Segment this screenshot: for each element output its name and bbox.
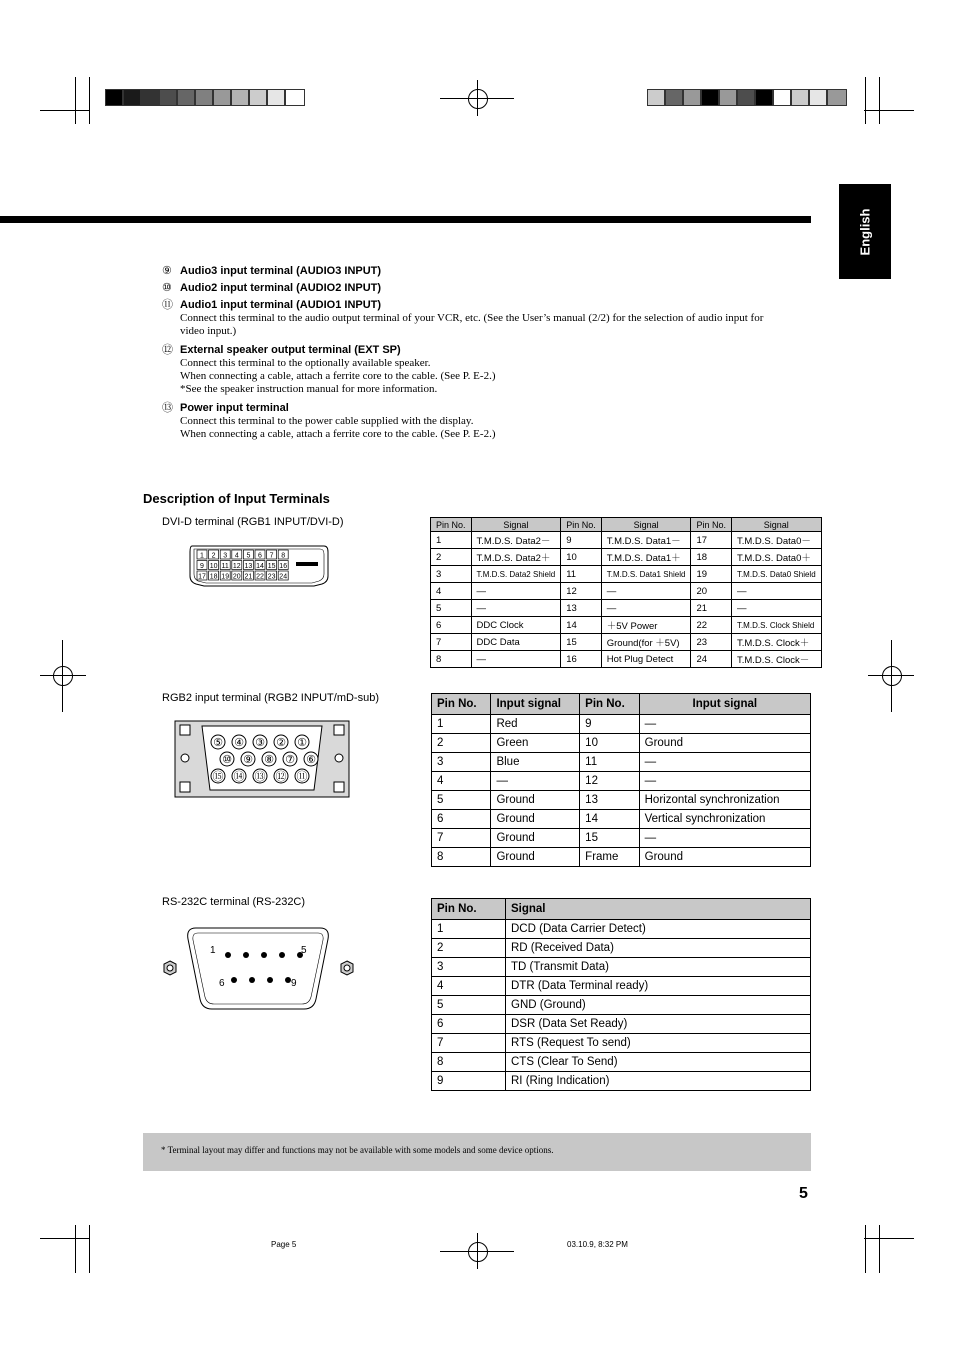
dvi-pin — [209, 550, 219, 559]
table-cell: 12 — [561, 583, 602, 600]
rgb2-pin — [262, 752, 276, 766]
table-cell: 3 — [432, 958, 506, 977]
table-cell: 7 — [432, 829, 491, 848]
table-row — [432, 1072, 811, 1091]
table-cell: — — [471, 651, 561, 668]
table-row — [432, 829, 811, 848]
table-cell: 4 — [432, 772, 491, 791]
rgb2-pin-label: ⑥ — [306, 753, 316, 766]
dvi-pin — [278, 571, 288, 580]
table-cell: Ground — [491, 791, 580, 810]
table-row — [431, 549, 822, 566]
rgb2-pin — [232, 735, 246, 749]
rgb2-connector-diagram — [172, 718, 352, 800]
table-cell: — — [639, 715, 810, 734]
dvi-pin-label: 16 — [279, 562, 288, 570]
header-cell: Signal — [471, 518, 561, 532]
table-cell: Ground — [491, 810, 580, 829]
table-cell: T.M.D.S. Data1＋ — [601, 549, 691, 566]
table-cell: 19 — [691, 566, 732, 583]
table-cell: T.M.D.S. Data0 Shield — [731, 566, 821, 583]
terminal-item — [162, 265, 812, 278]
table-cell: 9 — [432, 1072, 506, 1091]
rgb2-pin — [295, 735, 309, 749]
rgb2-pin — [253, 735, 267, 749]
table-cell: 4 — [431, 583, 472, 600]
table-cell: Ground — [491, 829, 580, 848]
rgb2-pin — [253, 769, 267, 783]
table-cell: 14 — [580, 810, 639, 829]
dvi-pin-label: 13 — [244, 562, 253, 570]
header-cell: Pin No. — [432, 694, 491, 715]
item-number: ⑪ — [162, 299, 173, 311]
item-heading: Audio3 input terminal (AUDIO3 INPUT) — [180, 265, 382, 277]
rgb2-pin — [211, 769, 225, 783]
table-cell: Ground — [639, 848, 810, 867]
rgb2-pin-label: ⑩ — [222, 753, 232, 766]
table-cell: Ground — [639, 734, 810, 753]
rs232-pin-label: 5 — [301, 945, 307, 956]
rs232-pin — [249, 977, 255, 983]
dvi-pin — [278, 550, 288, 559]
table-row — [432, 753, 811, 772]
dvi-pin-label: 20 — [232, 573, 241, 581]
dvi-pin — [255, 550, 265, 559]
table-cell: 9 — [580, 715, 639, 734]
header-cell: Input signal — [491, 694, 580, 715]
header-cell: Signal — [731, 518, 821, 532]
dvi-pin-label: 3 — [223, 552, 228, 560]
rgb2-pin — [241, 752, 255, 766]
section-title: Description of Input Terminals — [143, 491, 330, 506]
dvi-pin-label: 15 — [267, 562, 276, 570]
dvi-pin — [232, 571, 242, 580]
table-cell: — — [471, 600, 561, 617]
rgb2-pin-label: ⑤ — [213, 736, 223, 749]
rgb2-pin-label: ③ — [255, 736, 265, 749]
dvi-pin — [243, 561, 253, 570]
rs232-pin — [261, 952, 267, 958]
table-cell: CTS (Clear To Send) — [506, 1053, 811, 1072]
header-cell: Pin No. — [432, 899, 506, 920]
dvi-pin — [220, 561, 230, 570]
table-row — [432, 715, 811, 734]
table-cell: — — [601, 600, 691, 617]
table-cell: 11 — [561, 566, 602, 583]
rgb2-pin — [283, 752, 297, 766]
table-cell: 20 — [691, 583, 732, 600]
table-row — [432, 848, 811, 867]
dvi-pin-label: 1 — [200, 552, 204, 560]
table-cell: 16 — [561, 651, 602, 668]
dvi-pin — [232, 561, 242, 570]
page-number: 5 — [799, 1185, 808, 1202]
header-cell: Pin No. — [580, 694, 639, 715]
rgb2-pin-label: ⑭ — [233, 770, 245, 783]
dvi-pin-label: 12 — [232, 562, 241, 570]
rgb2-pin-label: ⑧ — [264, 753, 274, 766]
table-row — [432, 810, 811, 829]
dvi-pin — [267, 561, 277, 570]
table-cell: 1 — [432, 920, 506, 939]
dvi-pin — [197, 550, 207, 559]
table-cell: RTS (Request To send) — [506, 1034, 811, 1053]
table-cell: 3 — [431, 566, 472, 583]
table-cell: TD (Transmit Data) — [506, 958, 811, 977]
dvi-pin — [197, 561, 207, 570]
table-cell: 2 — [432, 734, 491, 753]
terminal-item — [162, 402, 812, 441]
table-cell: 6 — [431, 617, 472, 634]
table-cell: — — [639, 772, 810, 791]
table-cell: 9 — [561, 532, 602, 549]
rgb2-pin — [304, 752, 318, 766]
table-row — [432, 1015, 811, 1034]
dvi-pin — [278, 561, 288, 570]
table-cell: 22 — [691, 617, 732, 634]
table-row — [431, 600, 822, 617]
table-cell: 1 — [432, 715, 491, 734]
dvi-pin — [220, 571, 230, 580]
rs232-caption: RS-232C terminal (RS-232C) — [162, 896, 306, 908]
rgb2-pin-label: ⑨ — [243, 753, 253, 766]
rgb2-pin-label: ① — [297, 736, 307, 749]
rgb2-pin-label: ⑦ — [285, 753, 295, 766]
table-cell: 4 — [432, 977, 506, 996]
table-cell: T.M.D.S. Clock－ — [731, 651, 821, 668]
table-cell: Horizontal synchronization — [639, 791, 810, 810]
rs232-pin — [267, 977, 273, 983]
rgb2-pin-label: ② — [276, 736, 286, 749]
dvi-pin-label: 18 — [209, 573, 218, 581]
table-cell: 21 — [691, 600, 732, 617]
table-row — [431, 532, 822, 549]
rgb2-pin-label: ⑬ — [254, 770, 266, 783]
table-cell: T.M.D.S. Data1－ — [601, 532, 691, 549]
table-cell: 6 — [432, 810, 491, 829]
dvi-pin-label: 8 — [281, 552, 286, 560]
rgb2-pin-label: ⑮ — [212, 770, 224, 783]
table-cell: Frame — [580, 848, 639, 867]
table-row — [432, 939, 811, 958]
rgb2-pin — [274, 735, 288, 749]
dvi-connector-diagram — [188, 544, 330, 588]
rgb2-pin-table — [431, 693, 811, 867]
table-cell: RD (Received Data) — [506, 939, 811, 958]
dvi-pin — [232, 550, 242, 559]
rgb2-pin — [220, 752, 234, 766]
dvi-pin-label: 19 — [221, 573, 230, 581]
rgb2-pin-label: ④ — [234, 736, 244, 749]
dvi-pin-label: 7 — [269, 552, 274, 560]
table-cell: DTR (Data Terminal ready) — [506, 977, 811, 996]
table-row — [431, 651, 822, 668]
table-cell: 13 — [561, 600, 602, 617]
table-cell: 2 — [431, 549, 472, 566]
table-cell: — — [639, 753, 810, 772]
table-cell: 6 — [432, 1015, 506, 1034]
table-cell: 1 — [431, 532, 472, 549]
dvi-pin-label: 5 — [246, 552, 251, 560]
header-cell: Signal — [506, 899, 811, 920]
rgb2-caption: RGB2 input terminal (RGB2 INPUT/mD-sub) — [162, 692, 379, 704]
item-description: video input.) — [180, 325, 237, 337]
dvi-pin — [243, 550, 253, 559]
dvi-pin — [209, 561, 219, 570]
dvi-pin — [209, 571, 219, 580]
item-heading: Power input terminal — [180, 402, 289, 414]
table-cell: Ground — [491, 848, 580, 867]
item-number: ⑩ — [162, 282, 172, 294]
table-row — [431, 566, 822, 583]
table-cell: 13 — [580, 791, 639, 810]
rs232-pin — [225, 952, 231, 958]
dvi-pin-label: 21 — [244, 573, 253, 581]
dvi-pin-label: 24 — [279, 573, 288, 581]
rgb2-pin-label: ⑪ — [296, 770, 308, 783]
table-cell: 5 — [432, 791, 491, 810]
footer-timestamp: 03.10.9, 8:32 PM — [567, 1240, 628, 1249]
rs232-pin-label: 9 — [291, 978, 297, 989]
table-row — [432, 977, 811, 996]
table-row — [432, 1034, 811, 1053]
dvi-caption: DVI-D terminal (RGB1 INPUT/DVI-D) — [162, 516, 344, 528]
table-cell: 18 — [691, 549, 732, 566]
table-cell: T.M.D.S. Data2＋ — [471, 549, 561, 566]
table-row — [432, 920, 811, 939]
language-tab — [839, 184, 891, 279]
rs232-pin-table — [431, 898, 811, 1091]
table-cell: — — [731, 600, 821, 617]
header-cell: Pin No. — [561, 518, 602, 532]
table-cell: T.M.D.S. Data0－ — [731, 532, 821, 549]
item-number: ⑨ — [162, 265, 172, 277]
table-cell: Green — [491, 734, 580, 753]
header-cell: Pin No. — [691, 518, 732, 532]
dvi-pin-label: 9 — [200, 562, 204, 570]
dvi-pin-label: 23 — [267, 573, 276, 581]
table-cell: DDC Data — [471, 634, 561, 651]
dvi-pin-label: 6 — [258, 552, 262, 560]
table-cell: ＋5V Power — [601, 617, 691, 634]
table-cell: 8 — [432, 1053, 506, 1072]
table-cell: 15 — [580, 829, 639, 848]
table-cell: — — [731, 583, 821, 600]
rgb2-pin — [274, 769, 288, 783]
table-cell: Hot Plug Detect — [601, 651, 691, 668]
table-cell: — — [471, 583, 561, 600]
item-number: ⑫ — [162, 344, 173, 356]
language-tab-label: English — [857, 208, 873, 255]
dvi-pin — [220, 550, 230, 559]
item-description: *See the speaker instruction manual for more information. — [180, 383, 438, 395]
item-number: ⑬ — [162, 402, 173, 414]
table-cell: T.M.D.S. Clock Shield — [731, 617, 821, 634]
table-cell: Ground(for ＋5V) — [601, 634, 691, 651]
terminal-item — [162, 282, 812, 295]
table-row — [432, 958, 811, 977]
table-cell: Blue — [491, 753, 580, 772]
footer-page-label: Page 5 — [271, 1240, 297, 1249]
rs232-pin — [231, 977, 237, 983]
terminal-item — [162, 299, 812, 338]
table-cell: DSR (Data Set Ready) — [506, 1015, 811, 1034]
table-cell: 11 — [580, 753, 639, 772]
table-header-row — [431, 518, 822, 532]
table-cell: T.M.D.S. Data1 Shield — [601, 566, 691, 583]
dvi-pin — [267, 550, 277, 559]
dvi-flat-blade — [296, 562, 318, 566]
table-cell: 24 — [691, 651, 732, 668]
header-cell: Signal — [601, 518, 691, 532]
note-text: * Terminal layout may differ and functions may not be available with some models and some device options. — [161, 1145, 554, 1155]
dvi-pin — [197, 571, 207, 580]
item-description: When connecting a cable, attach a ferrite core to the cable. (See P. E-2.) — [180, 370, 496, 382]
table-cell: 2 — [432, 939, 506, 958]
dvi-pin-label: 2 — [211, 552, 216, 560]
rgb2-pin — [211, 735, 225, 749]
header-cell: Input signal — [639, 694, 810, 715]
item-description: When connecting a cable, attach a ferrite core to the cable. (See P. E-2.) — [180, 428, 496, 440]
table-header-row — [432, 694, 811, 715]
dvi-pin-label: 10 — [209, 562, 218, 570]
item-description: Connect this terminal to the audio output terminal of your VCR, etc. (See the User’s manual (2/2) for the selection of audio input for — [180, 312, 764, 324]
table-cell: Red — [491, 715, 580, 734]
table-cell: 8 — [431, 651, 472, 668]
item-heading: Audio1 input terminal (AUDIO1 INPUT) — [180, 299, 382, 311]
item-heading: Audio2 input terminal (AUDIO2 INPUT) — [180, 282, 382, 294]
table-cell: 7 — [432, 1034, 506, 1053]
table-cell: — — [491, 772, 580, 791]
table-cell: DCD (Data Carrier Detect) — [506, 920, 811, 939]
dvi-pin — [255, 571, 265, 580]
dvi-pin-table — [430, 517, 822, 668]
dvi-pin — [243, 571, 253, 580]
item-description: Connect this terminal to the power cable supplied with the display. — [180, 415, 474, 427]
dvi-pin-label: 11 — [221, 562, 229, 570]
table-cell: — — [601, 583, 691, 600]
rgb2-pin-label: ⑫ — [275, 770, 287, 783]
table-row — [432, 996, 811, 1015]
table-row — [432, 1053, 811, 1072]
table-cell: 15 — [561, 634, 602, 651]
table-cell: 10 — [561, 549, 602, 566]
table-cell: 5 — [432, 996, 506, 1015]
dvi-pin-label: 22 — [256, 573, 264, 581]
table-cell: 14 — [561, 617, 602, 634]
rgb2-pin — [232, 769, 246, 783]
table-cell: 5 — [431, 600, 472, 617]
rs232-pin — [243, 952, 249, 958]
table-cell: RI (Ring Indication) — [506, 1072, 811, 1091]
table-row — [432, 791, 811, 810]
rs232-pin-label: 6 — [219, 978, 225, 989]
table-row — [431, 617, 822, 634]
table-cell: 8 — [432, 848, 491, 867]
table-cell: — — [639, 829, 810, 848]
dvi-pin-label: 4 — [234, 552, 239, 560]
note-box — [143, 1133, 811, 1171]
table-cell: 17 — [691, 532, 732, 549]
table-cell: 10 — [580, 734, 639, 753]
table-cell: 23 — [691, 634, 732, 651]
table-row — [432, 772, 811, 791]
header-rule — [0, 216, 811, 223]
table-row — [431, 634, 822, 651]
header-cell: Pin No. — [431, 518, 472, 532]
table-cell: 7 — [431, 634, 472, 651]
rs232-pin-label: 1 — [210, 945, 216, 956]
dvi-pin-label: 17 — [198, 573, 206, 581]
table-cell: 12 — [580, 772, 639, 791]
dvi-pin — [255, 561, 265, 570]
table-cell: 3 — [432, 753, 491, 772]
table-header-row — [432, 899, 811, 920]
rgb2-pin — [295, 769, 309, 783]
table-cell: DDC Clock — [471, 617, 561, 634]
rs232-pin — [279, 952, 285, 958]
item-heading: External speaker output terminal (EXT SP) — [180, 344, 401, 356]
table-cell: T.M.D.S. Data2 Shield — [471, 566, 561, 583]
table-cell: GND (Ground) — [506, 996, 811, 1015]
terminal-item — [162, 344, 812, 396]
rs232-connector-diagram — [160, 925, 358, 1013]
table-row — [432, 734, 811, 753]
table-row — [431, 583, 822, 600]
dvi-pin — [267, 571, 277, 580]
dvi-pin-label: 14 — [256, 562, 264, 570]
item-description: Connect this terminal to the optionally available speaker. — [180, 357, 431, 369]
table-cell: T.M.D.S. Data2－ — [471, 532, 561, 549]
table-cell: T.M.D.S. Data0＋ — [731, 549, 821, 566]
table-cell: T.M.D.S. Clock＋ — [731, 634, 821, 651]
table-cell: Vertical synchronization — [639, 810, 810, 829]
